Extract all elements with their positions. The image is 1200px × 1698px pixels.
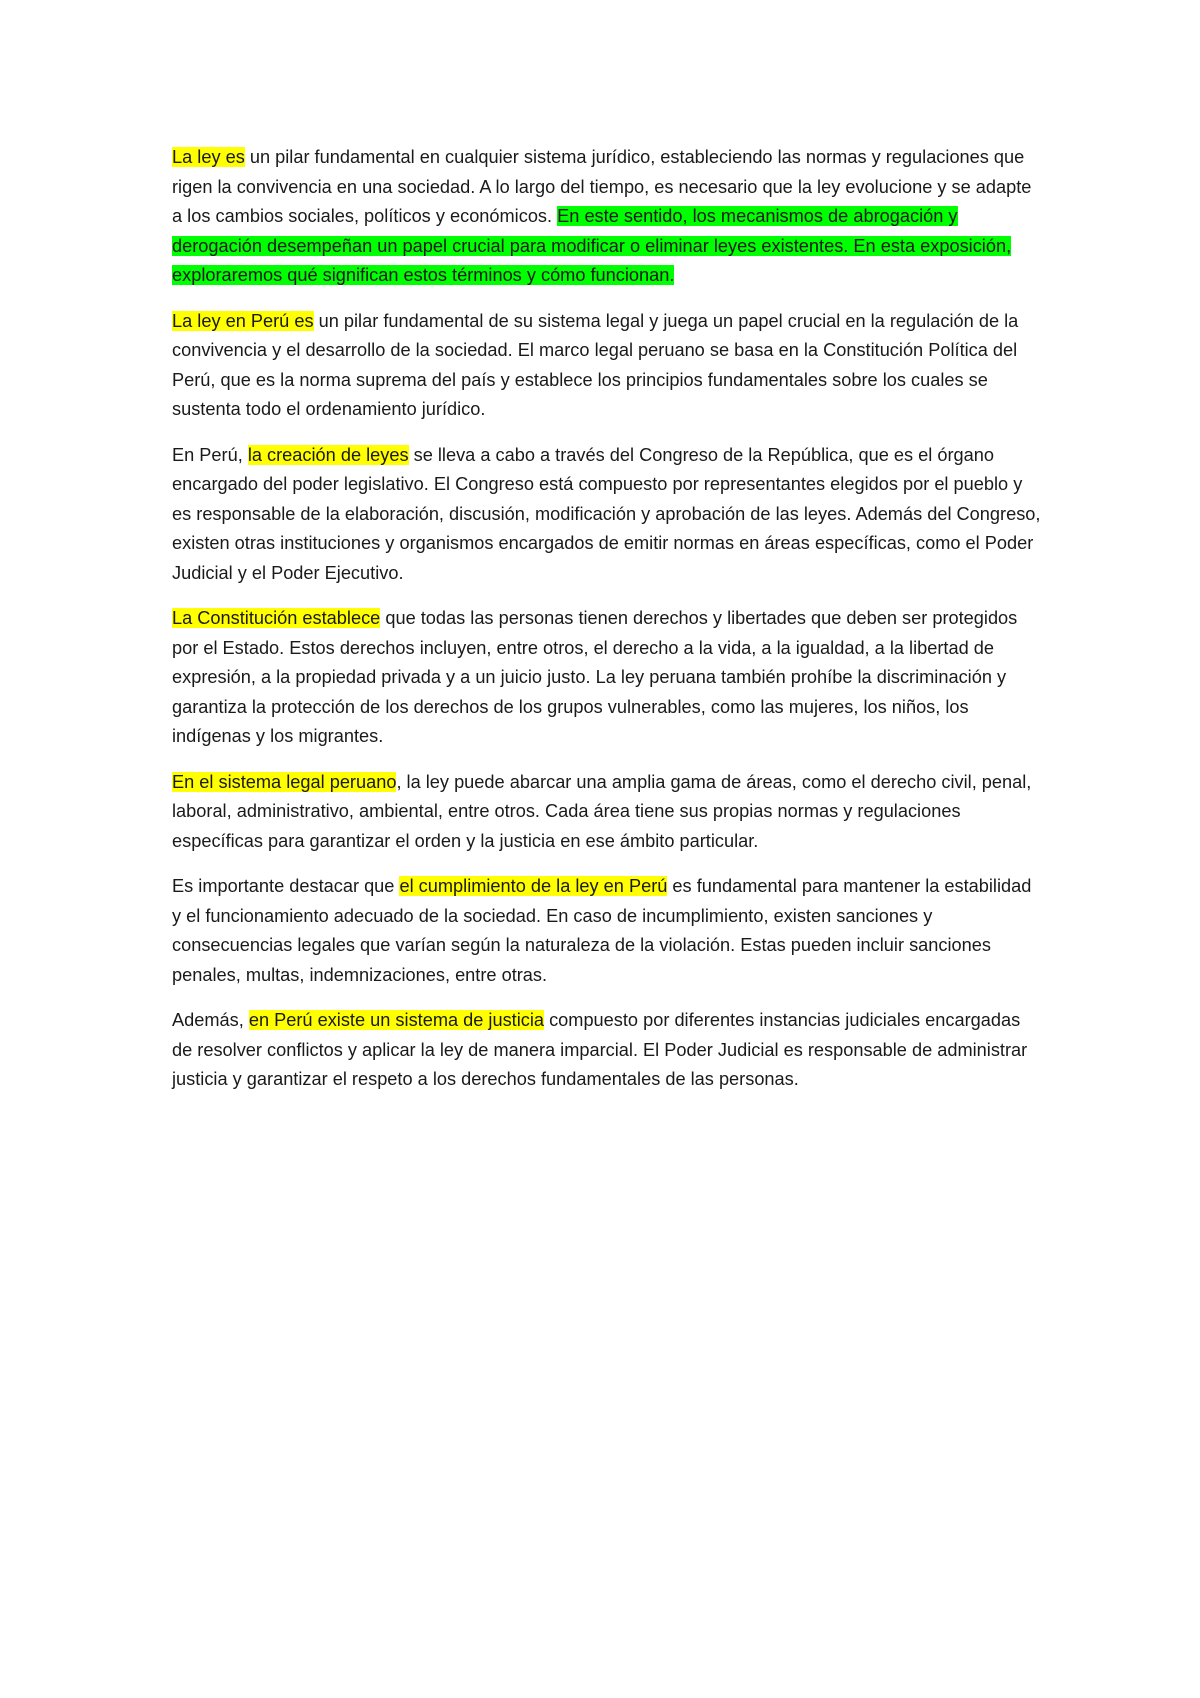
document-body <box>172 143 1044 1111</box>
paragraph-text: es fundamental para mantener la estabilidad y el funcionamiento adecuado de la sociedad. En caso de incumplimiento, existen sanciones y consecuencias legales que varían según la naturaleza de la violación. Estas pueden incluir sanciones penales, multas, indemnizaciones, entre otras. <box>172 876 1032 985</box>
paragraph-6 <box>172 872 1044 990</box>
highlighted-text-green: En este sentido, los mecanismos de abrogación y derogación desempeñan un papel crucial para modificar o eliminar leyes existentes. En esta exposición, exploraremos qué significan estos términos y cómo funcionan. <box>172 206 1012 285</box>
paragraph-text: En Perú, <box>172 444 248 465</box>
paragraph-text: se lleva a cabo a través del Congreso de la República, que es el órgano encargado del poder legislativo. El Congreso está compuesto por representantes elegidos por el pueblo y es responsable de la elaboración, discusión, modificación y aprobación de las leyes. Además del Congreso, existen otras instituciones y organismos encargados de emitir normas en áreas específicas, como el Poder Judicial y el Poder Ejecutivo. <box>172 444 1041 583</box>
highlighted-text: La ley es <box>172 147 245 167</box>
paragraph-7 <box>172 1006 1044 1095</box>
paragraph-text: Además, <box>172 1010 249 1030</box>
paragraph-4 <box>172 604 1044 752</box>
paragraph-text: , la ley puede abarcar una amplia gama de áreas, como el derecho civil, penal, laboral, administrativo, ambiental, entre otros. Cada área tiene sus propias normas y regulaciones específicas para garantizar el orden y la justicia en ese ámbito particular. <box>172 771 1032 851</box>
highlighted-text: En el sistema legal peruano <box>172 771 397 792</box>
paragraph-1 <box>172 143 1044 291</box>
paragraph-3 <box>172 441 1044 589</box>
paragraph-text: que todas las personas tienen derechos y libertades que deben ser protegidos por el Estado. Estos derechos incluyen, entre otros, el derecho a la vida, a la igualdad, a la libertad de expresión, a la propiedad privada y a un juicio justo. La ley peruana también prohíbe la discriminación y garantiza la protección de los derechos de los grupos vulnerables, como las mujeres, los niños, los indígenas y los migrantes. <box>172 608 1018 746</box>
highlighted-text: el cumplimiento de la ley en Perú <box>399 876 668 896</box>
highlighted-text: en Perú existe un sistema de justicia <box>248 1010 545 1030</box>
paragraph-text: compuesto por diferentes instancias judiciales encargadas de resolver conflictos y aplicar la ley de manera imparcial. El Poder Judicial es responsable de administrar justicia y garantizar el respeto a los derechos fundamentales de las personas. <box>172 1010 1028 1089</box>
paragraph-text: Es importante destacar que <box>172 876 400 896</box>
paragraph-5 <box>172 768 1044 857</box>
highlighted-text: la creación de leyes <box>247 444 409 465</box>
paragraph-text: un pilar fundamental en cualquier sistema jurídico, estableciendo las normas y regulaciones que rigen la convivencia en una sociedad. A lo largo del tiempo, es necesario que la ley evolucione y se adapte a los cambios sociales, políticos y económicos. <box>172 147 1032 226</box>
paragraph-2 <box>172 307 1044 425</box>
highlighted-text: La ley en Perú es <box>172 310 314 331</box>
paragraph-text: un pilar fundamental de su sistema legal y juega un papel crucial en la regulación de la convivencia y el desarrollo de la sociedad. El marco legal peruano se basa en la Constitución Política del Perú, que es la norma suprema del país y establece los principios fundamentales sobre los cuales se sustenta todo el ordenamiento jurídico. <box>172 310 1019 419</box>
highlighted-text: La Constitución establece <box>172 608 381 628</box>
